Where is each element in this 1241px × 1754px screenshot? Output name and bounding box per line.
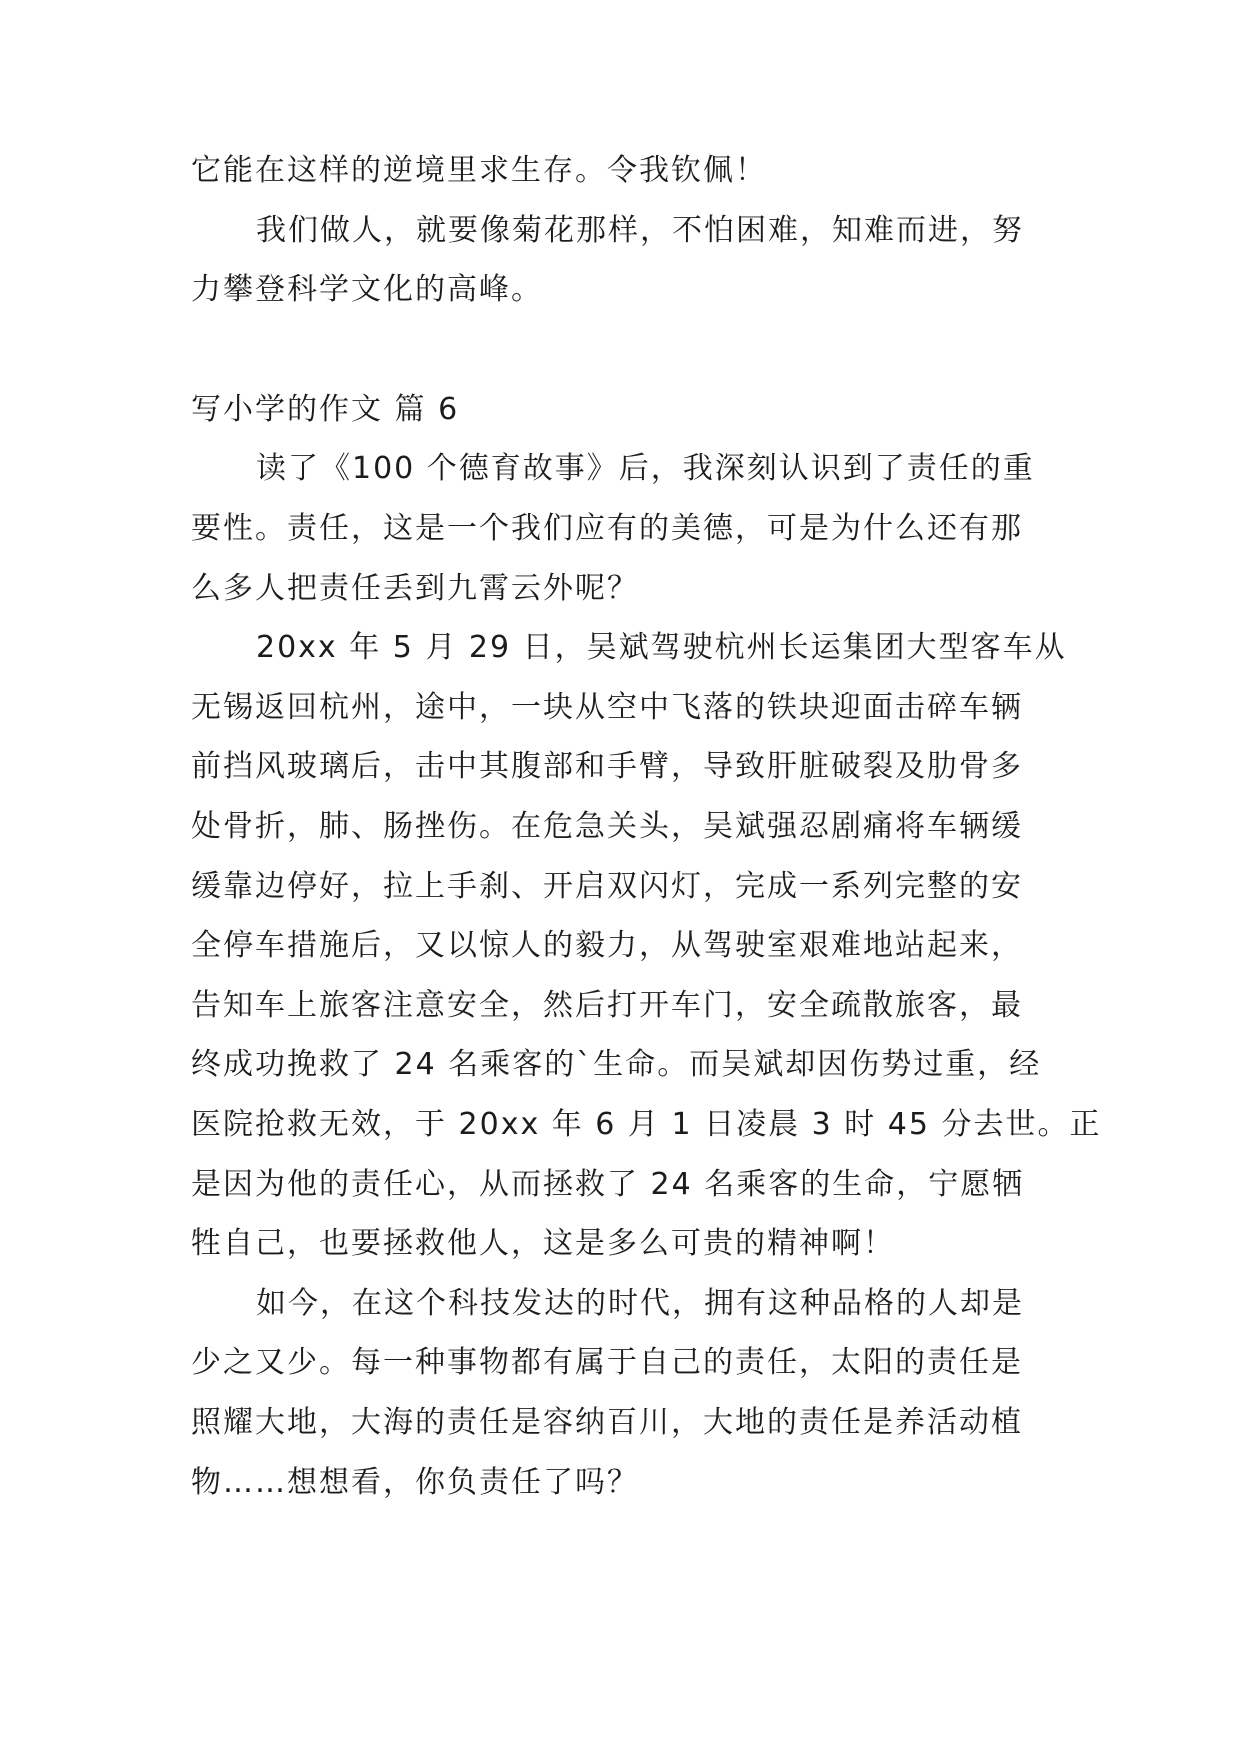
- text-line: 它能在这样的逆境里求生存。令我钦佩！: [191, 153, 767, 188]
- text-line: 终成功挽救了 24 名乘客的`生命。而吴斌却因伤势过重，经: [191, 1047, 1042, 1082]
- text-line: 物……想想看，你负责任了吗？: [191, 1465, 639, 1500]
- text-line: 力攀登科学文化的高峰。: [191, 272, 543, 307]
- text-line: 医院抢救无效，于 20xx 年 6 月 1 日凌晨 3 时 45 分去世。正: [191, 1107, 1102, 1142]
- text-line: 要性。责任，这是一个我们应有的美德，可是为什么还有那: [191, 511, 1023, 546]
- text-line: 前挡风玻璃后，击中其腹部和手臂，导致肝脏破裂及肋骨多: [191, 749, 1023, 784]
- text-line: 缓靠边停好，拉上手刹、开启双闪灯，完成一系列完整的安: [191, 869, 1023, 904]
- text-line: 是因为他的责任心，从而拯救了 24 名乘客的生命，宁愿牺: [191, 1167, 1025, 1202]
- text-line: 照耀大地，大海的责任是容纳百川，大地的责任是养活动植: [191, 1405, 1023, 1440]
- text-line: 处骨折，肺、肠挫伤。在危急关头，吴斌强忍剧痛将车辆缓: [191, 809, 1023, 844]
- text-line: 如今，在这个科技发达的时代，拥有这种品格的人却是: [256, 1286, 1024, 1321]
- text-line: 我们做人，就要像菊花那样，不怕困难，知难而进，努: [256, 213, 1024, 248]
- text-line: 全停车措施后，又以惊人的毅力，从驾驶室艰难地站起来，: [191, 928, 1023, 963]
- text-line: 么多人把责任丢到九霄云外呢？: [191, 571, 639, 606]
- section-heading: 写小学的作文 篇 6: [191, 392, 460, 427]
- text-line: 牲自己，也要拯救他人，这是多么可贵的精神啊！: [191, 1226, 895, 1261]
- text-line: 20xx 年 5 月 29 日，吴斌驾驶杭州长运集团大型客车从: [256, 630, 1067, 665]
- text-line: 无锡返回杭州，途中，一块从空中飞落的铁块迎面击碎车辆: [191, 690, 1023, 725]
- text-line: 读了《100 个德育故事》后，我深刻认识到了责任的重: [256, 451, 1035, 486]
- text-line: 少之又少。每一种事物都有属于自己的责任，太阳的责任是: [191, 1345, 1023, 1380]
- text-line: 告知车上旅客注意安全，然后打开车门，安全疏散旅客，最: [191, 988, 1023, 1023]
